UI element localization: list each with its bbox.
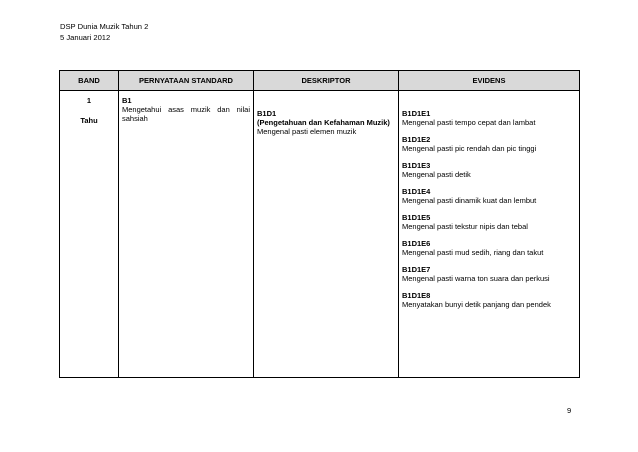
evidence-code: B1D1E2 (402, 135, 431, 144)
standard-cell (119, 91, 254, 378)
evidence-code: B1D1E4 (402, 187, 431, 196)
evidence-code: B1D1E1 (402, 109, 431, 118)
document-header (60, 22, 148, 43)
page-number: 9 (567, 406, 572, 415)
column-header-descriptor: DESKRIPTOR (254, 71, 399, 91)
standard-code: B1 (122, 96, 132, 105)
evidence-code: B1D1E3 (402, 161, 431, 170)
table-header-row (60, 71, 580, 91)
band-number: 1 (86, 96, 92, 105)
descriptor-cell (254, 91, 399, 378)
evidence-item (402, 187, 576, 205)
evidence-item (402, 161, 576, 179)
table-row (60, 91, 580, 378)
standard-table (59, 70, 580, 378)
evidence-text: Mengenal pasti tekstur nipis dan tebal (402, 222, 528, 231)
column-header-evidence: EVIDENS (399, 71, 580, 91)
evidence-item (402, 239, 576, 257)
descriptor-text: Mengenal pasti elemen muzik (257, 127, 357, 136)
evidence-item (402, 135, 576, 153)
evidence-text: Mengenal pasti tempo cepat dan lambat (402, 118, 536, 127)
evidence-code: B1D1E7 (402, 265, 431, 274)
evidence-text: Mengenal pasti pic rendah dan pic tinggi (402, 144, 537, 153)
band-cell (60, 91, 119, 378)
column-header-band: BAND (60, 71, 119, 91)
evidence-item (402, 291, 576, 309)
evidence-cell (399, 91, 580, 378)
standard-text: Mengetahui asas muzik dan nilai sahsiah (122, 105, 250, 123)
column-header-standard: PERNYATAAN STANDARD (119, 71, 254, 91)
evidence-text: Mengenal pasti warna ton suara dan perkusi (402, 274, 550, 283)
evidence-text: Mengenal pasti mud sedih, riang dan takut (402, 248, 544, 257)
evidence-item (402, 213, 576, 231)
header-date: 5 Januari 2012 (60, 32, 111, 42)
evidence-text: Mengenal pasti dinamik kuat dan lembut (402, 196, 537, 205)
evidence-code: B1D1E8 (402, 291, 431, 300)
header-title: DSP Dunia Muzik Tahun 2 (60, 22, 149, 31)
evidence-code: B1D1E5 (402, 213, 431, 222)
descriptor-title: (Pengetahuan dan Kefahaman Muzik) (257, 118, 390, 127)
evidence-code: B1D1E6 (402, 239, 431, 248)
band-unit: Tahu (80, 116, 98, 125)
evidence-item (402, 265, 576, 283)
evidence-text: Menyatakan bunyi detik panjang dan pendek (402, 300, 551, 309)
evidence-item (402, 109, 576, 127)
evidence-text: Mengenal pasti detik (402, 170, 471, 179)
descriptor-code: B1D1 (257, 109, 277, 118)
